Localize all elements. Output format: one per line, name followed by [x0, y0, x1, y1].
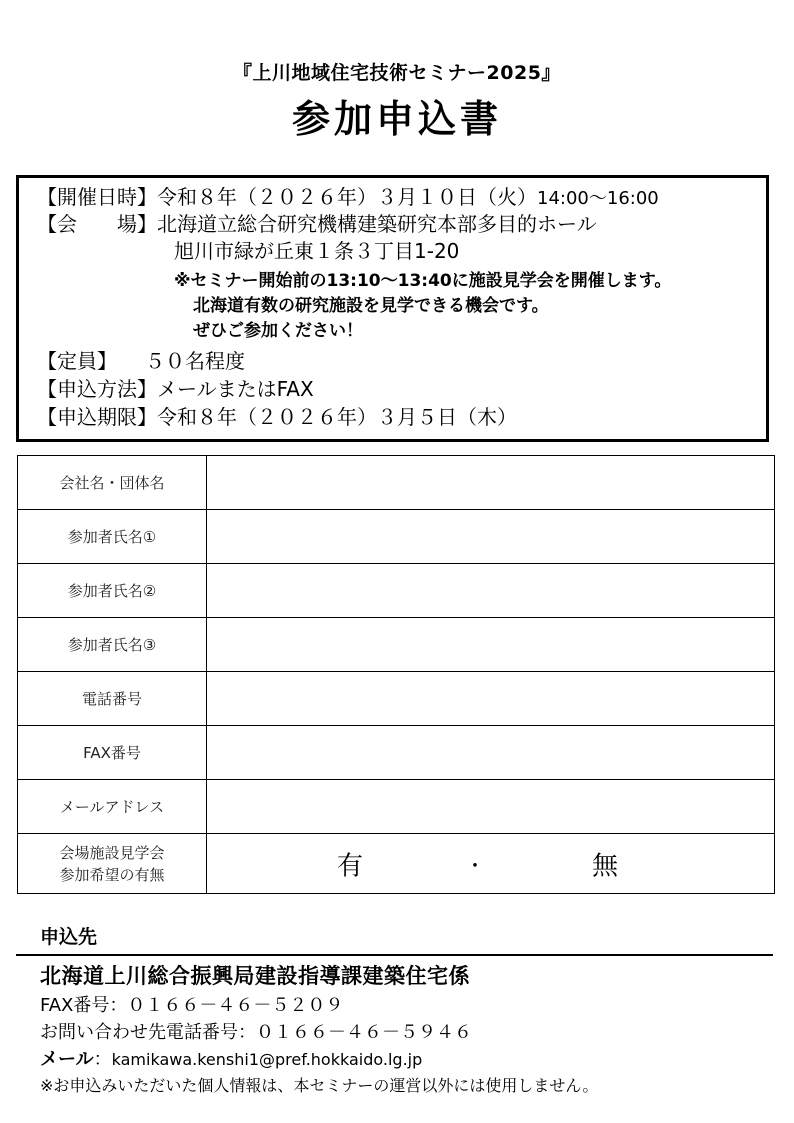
- fax-field[interactable]: [207, 726, 775, 780]
- table-row: [18, 510, 775, 564]
- capacity-label: 【定員】: [37, 349, 117, 373]
- table-row: [18, 672, 775, 726]
- venue-address: 旭川市緑が丘東１条３丁目1-20: [174, 239, 460, 263]
- deadline-label: 【申込期限】: [37, 405, 157, 429]
- event-date-line: [37, 184, 659, 212]
- phone-label: 電話番号: [18, 672, 207, 726]
- table-row: [18, 456, 775, 510]
- destination-divider: [16, 954, 773, 956]
- tour-choice-cell: [207, 834, 775, 894]
- tour-label: [18, 834, 207, 894]
- capacity-value: ５０名程度: [145, 349, 245, 373]
- company-field[interactable]: [207, 456, 775, 510]
- series-title: 『上川地域住宅技術セミナー2025』: [233, 62, 561, 84]
- deadline-value: 令和８年（２０２６年）３月５日（木）: [157, 405, 517, 429]
- tour-option-no[interactable]: 無: [592, 851, 619, 881]
- email-field[interactable]: [207, 780, 775, 834]
- fax-label: FAX番号: [18, 726, 207, 780]
- tour-label-line2: 参加希望の有無: [59, 865, 165, 884]
- participant1-label: 参加者氏名①: [18, 510, 207, 564]
- mail-address-link[interactable]: kamikawa.kenshi1@pref.hokkaido.lg.jp: [111, 1050, 423, 1069]
- capacity-line: [37, 348, 245, 374]
- venue-line: [37, 211, 597, 237]
- destination-org: 北海道上川総合振興局建設指導課建築住宅係: [40, 964, 470, 988]
- email-label: メールアドレス: [18, 780, 207, 834]
- phone-field[interactable]: [207, 672, 775, 726]
- tour-note-line3: ぜひご参加ください！: [193, 321, 363, 341]
- tour-note-line1: ※セミナー開始前の13:10〜13:40に施設見学会を開催します。: [174, 271, 672, 291]
- table-row: [18, 780, 775, 834]
- destination-mail: [40, 1045, 422, 1071]
- tour-option-separator: ・: [465, 853, 485, 877]
- event-date-value: 令和８年（２０２６年）３月１０日（火）: [157, 185, 537, 209]
- tour-option-yes[interactable]: 有: [337, 851, 364, 881]
- event-time-value: 14:00〜16:00: [537, 188, 659, 209]
- method-value: メールまたはFAX: [157, 377, 314, 401]
- event-date-label: 【開催日時】: [37, 185, 157, 209]
- destination-heading: 申込先: [40, 926, 98, 948]
- participant2-field[interactable]: [207, 564, 775, 618]
- privacy-note: ※お申込みいただいた個人情報は、本セミナーの運営以外には使用しません。: [40, 1076, 599, 1095]
- tour-note-line2: 北海道有数の研究施設を見学できる機会です。: [193, 296, 549, 316]
- table-row: [18, 564, 775, 618]
- participant1-field[interactable]: [207, 510, 775, 564]
- mail-label: メール: [40, 1049, 94, 1070]
- table-row: [18, 834, 775, 894]
- table-row: [18, 726, 775, 780]
- venue-name: 北海道立総合研究機構建築研究本部多目的ホール: [157, 212, 597, 236]
- method-label: 【申込方法】: [37, 377, 157, 401]
- venue-label: 【会 場】: [37, 212, 157, 236]
- table-row: [18, 618, 775, 672]
- participant2-label: 参加者氏名②: [18, 564, 207, 618]
- application-form-table: [17, 455, 775, 894]
- participant3-field[interactable]: [207, 618, 775, 672]
- method-line: [37, 376, 314, 402]
- tour-label-line1: 会場施設見学会: [59, 843, 165, 862]
- event-info-box: [16, 175, 769, 442]
- deadline-line: [37, 404, 517, 430]
- destination-tel: お問い合わせ先電話番号：０１６６－４６－５９４６: [40, 1022, 472, 1043]
- destination-fax: FAX番号：０１６６－４６－５２０９: [40, 995, 344, 1016]
- mail-separator: ：: [93, 1049, 112, 1070]
- participant3-label: 参加者氏名③: [18, 618, 207, 672]
- page-title: 参加申込書: [291, 97, 502, 141]
- company-label: 会社名・団体名: [18, 456, 207, 510]
